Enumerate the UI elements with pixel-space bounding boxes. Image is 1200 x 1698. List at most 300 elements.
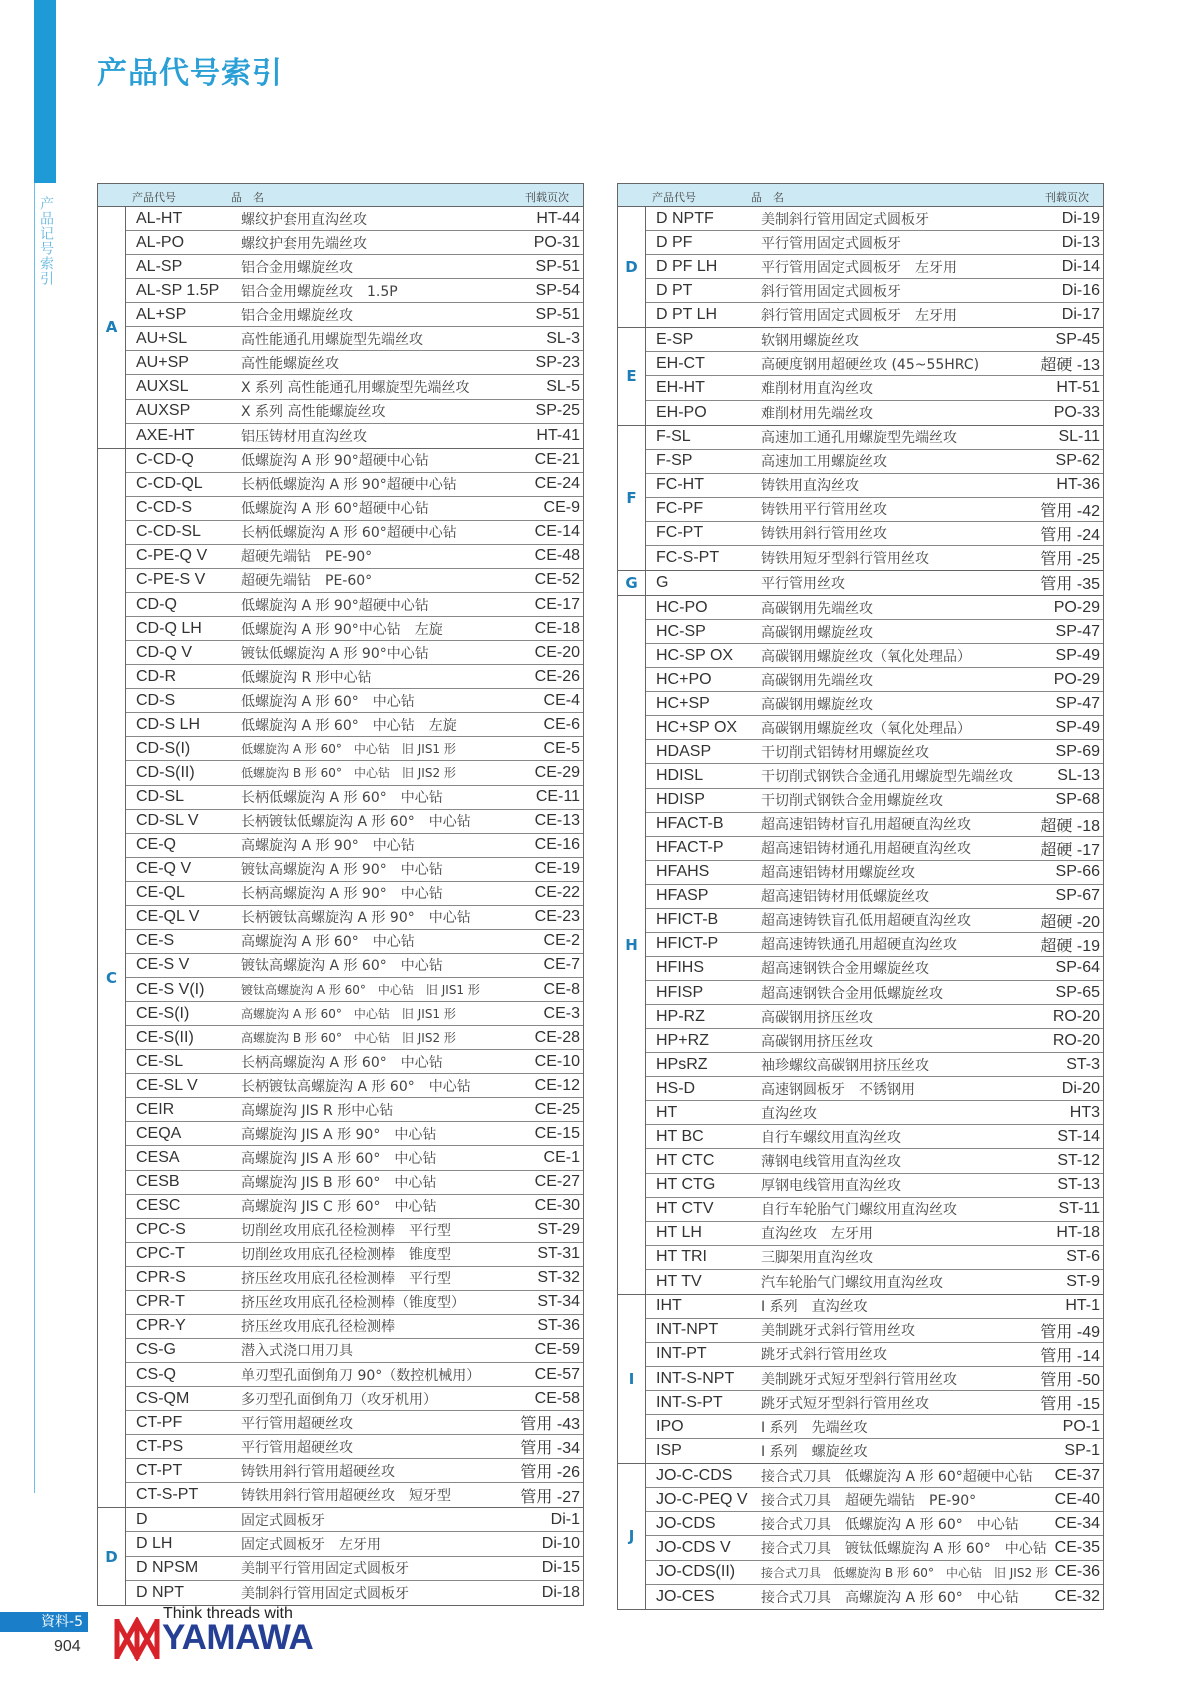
product-name: 平行管用超硬丝攻 <box>241 1439 353 1456</box>
table-row <box>646 1101 1103 1125</box>
side-accent-line <box>34 183 35 1493</box>
product-code: HFISP <box>656 983 704 1001</box>
table-row <box>126 231 583 255</box>
table-row <box>646 571 1103 595</box>
product-code: INT-PT <box>656 1345 707 1363</box>
group-letter: I <box>618 1295 646 1463</box>
page-reference: CE-28 <box>534 1028 580 1046</box>
product-code: CPR-S <box>136 1269 186 1287</box>
page-reference: ST-11 <box>1058 1200 1100 1218</box>
product-name: X 系列 高性能通孔用螺旋型先端丝攻 <box>241 379 470 396</box>
page-reference: CE-48 <box>534 547 580 565</box>
product-code: CD-SL V <box>136 812 199 830</box>
product-code: INT-S-NPT <box>656 1369 735 1387</box>
product-name: 高碳钢用挤压丝攻 <box>761 1033 873 1050</box>
group-f <box>618 426 1103 571</box>
product-name: 镀钛高螺旋沟 A 形 60° 中心钻 <box>241 958 443 975</box>
product-name: 跳牙式斜行管用丝攻 <box>761 1347 887 1364</box>
product-code: HC+PO <box>656 670 712 688</box>
product-code: HS-D <box>656 1079 696 1097</box>
page-reference: CE-19 <box>534 860 580 878</box>
product-name: 超高速铝铸材用螺旋丝攻 <box>761 865 915 882</box>
table-row <box>646 909 1103 933</box>
page-reference: SP-68 <box>1055 791 1100 809</box>
page-reference: CE-12 <box>534 1076 580 1094</box>
table-row <box>126 1122 583 1146</box>
page-reference: CE-6 <box>543 715 580 733</box>
product-code: IHT <box>656 1297 682 1315</box>
product-name: 切削丝攻用底孔径检测棒 锥度型 <box>241 1247 451 1264</box>
product-code: JO-CDS(II) <box>656 1563 736 1581</box>
page-reference: ST-31 <box>537 1245 580 1263</box>
product-code: CE-Q <box>136 836 176 854</box>
table-row <box>646 1149 1103 1173</box>
product-code: HC-PO <box>656 598 708 616</box>
table-row <box>126 882 583 906</box>
product-code: FC-HT <box>656 476 704 494</box>
page-reference: Di-17 <box>1061 306 1100 324</box>
table-row <box>126 521 583 545</box>
page-reference: 管用 -34 <box>520 1440 580 1458</box>
product-code: FC-PF <box>656 500 704 518</box>
product-name: 铝合金用螺旋丝攻 <box>241 307 353 324</box>
page-reference: 管用 -35 <box>1040 576 1100 594</box>
page-reference: CE-26 <box>534 667 580 685</box>
product-code: CEIR <box>136 1100 175 1118</box>
page-reference: SP-69 <box>1055 742 1100 760</box>
product-name: 高螺旋沟 A 形 90° 中心钻 <box>241 838 415 855</box>
product-code: HT BC <box>656 1127 704 1145</box>
product-code: D NPTF <box>656 209 714 227</box>
table-row <box>646 933 1103 957</box>
product-name: I 系列 直沟丝攻 <box>761 1299 868 1316</box>
table-row <box>126 1074 583 1098</box>
table-header <box>98 184 583 207</box>
product-code: CEQA <box>136 1124 182 1142</box>
page-reference: ST-14 <box>1057 1127 1100 1145</box>
product-name: 平行管用超硬丝攻 <box>241 1415 353 1432</box>
product-code: CE-S(I) <box>136 1004 190 1022</box>
page-reference: SP-1 <box>1064 1442 1100 1460</box>
table-row <box>126 1267 583 1291</box>
page-reference: CE-25 <box>534 1100 580 1118</box>
page-reference: Di-10 <box>541 1534 580 1552</box>
product-code: HC-SP OX <box>656 646 734 664</box>
header-code: 产品代号 <box>132 191 176 204</box>
product-code: CT-PT <box>136 1461 183 1479</box>
product-code: HT CTG <box>656 1176 716 1194</box>
product-name: 高螺旋沟 A 形 60° 中心钻 旧 JIS1 形 <box>241 1007 456 1022</box>
page-reference: ST-12 <box>1057 1151 1100 1169</box>
table-row <box>646 279 1103 303</box>
product-name: 镀钛高螺旋沟 A 形 60° 中心钻 旧 JIS1 形 <box>241 983 480 998</box>
product-name: 难削材用直沟丝攻 <box>761 380 873 397</box>
table-row <box>126 713 583 737</box>
table-row <box>646 692 1103 716</box>
product-code: HFAHS <box>656 863 710 881</box>
group-i <box>618 1295 1103 1464</box>
page-reference: HT-41 <box>536 426 580 444</box>
product-name: 高螺旋沟 JIS B 形 60° 中心钻 <box>241 1175 437 1192</box>
table-row <box>646 1222 1103 1246</box>
product-code: CD-S LH <box>136 715 201 733</box>
product-code: CT-PF <box>136 1413 183 1431</box>
table-row <box>126 279 583 303</box>
product-code: CD-Q LH <box>136 619 202 637</box>
product-code: INT-NPT <box>656 1321 719 1339</box>
page-reference: ST-32 <box>537 1269 580 1287</box>
page-reference: CE-4 <box>543 691 580 709</box>
product-code: HC+SP <box>656 694 710 712</box>
product-code: JO-CDS <box>656 1514 716 1532</box>
page-reference: 管用 -15 <box>1040 1396 1100 1414</box>
page-reference: CE-1 <box>543 1148 580 1166</box>
page-reference: CE-34 <box>1054 1514 1100 1532</box>
group-letter: F <box>618 426 646 570</box>
product-name: 超高速铝铸材通孔用超硬直沟丝攻 <box>761 841 971 858</box>
product-name: 干切削式铝铸材用螺旋丝攻 <box>761 744 929 761</box>
product-name: 高螺旋沟 A 形 60° 中心钻 <box>241 934 415 951</box>
product-name: 长柄低螺旋沟 A 形 90°超硬中心钻 <box>241 477 457 494</box>
page-reference: CE-3 <box>543 1004 580 1022</box>
logo-brand: YAMAWA <box>162 1618 314 1657</box>
table-row <box>126 473 583 497</box>
product-code: AU+SP <box>136 353 189 371</box>
product-code: HT LH <box>656 1224 702 1242</box>
product-code: CE-S V <box>136 956 190 974</box>
product-code: HDISL <box>656 766 704 784</box>
product-code: D <box>136 1510 148 1528</box>
page-reference: PO-29 <box>1053 598 1100 616</box>
page-reference: SL-3 <box>546 329 580 347</box>
table-row <box>126 1508 583 1532</box>
product-code: CPR-Y <box>136 1317 186 1335</box>
page-reference: ST-6 <box>1066 1248 1100 1266</box>
table-row <box>646 716 1103 740</box>
table-row <box>646 1585 1103 1609</box>
table-row <box>126 617 583 641</box>
page-reference: SP-62 <box>1055 452 1100 470</box>
page-reference: SP-66 <box>1055 863 1100 881</box>
product-name: 超高速铸铁盲孔低用超硬直沟丝攻 <box>761 913 971 930</box>
page-reference: 管用 -14 <box>1040 1347 1100 1365</box>
page-reference: CE-15 <box>534 1124 580 1142</box>
page-reference: PO-31 <box>533 233 580 251</box>
table-row <box>646 522 1103 546</box>
table-row <box>126 834 583 858</box>
product-code: EH-CT <box>656 354 705 372</box>
page-reference: Di-18 <box>541 1583 580 1601</box>
product-name: 接合式刀具 低螺旋沟 A 形 60° 中心钻 <box>761 1516 1019 1533</box>
product-name: 高速加工通孔用螺旋型先端丝攻 <box>761 430 957 447</box>
product-code: AL-SP <box>136 257 183 275</box>
product-name: 平行管用固定式圆板牙 左牙用 <box>761 259 957 276</box>
page-reference: SP-51 <box>535 305 580 323</box>
product-name: 多刃型孔面倒角刀（攻牙机用） <box>241 1391 437 1408</box>
table-row <box>126 858 583 882</box>
table-row <box>126 1219 583 1243</box>
product-name: 镀钛低螺旋沟 A 形 90°中心钻 <box>241 645 429 662</box>
product-code: CE-QL V <box>136 908 200 926</box>
table-row <box>646 1488 1103 1512</box>
product-name: 高速钢圆板牙 不锈钢用 <box>761 1081 915 1098</box>
table-row <box>646 1439 1103 1463</box>
product-code: CE-S V(I) <box>136 980 205 998</box>
product-code: HFACT-P <box>656 839 724 857</box>
product-name: 三脚架用直沟丝攻 <box>761 1250 873 1267</box>
product-code: EH-PO <box>656 403 707 421</box>
product-name: 长柄低螺旋沟 A 形 60° 中心钻 <box>241 790 443 807</box>
table-row <box>646 1367 1103 1391</box>
page-reference: 超硬 -18 <box>1040 817 1100 835</box>
table-row <box>126 810 583 834</box>
page-reference: CE-8 <box>543 980 580 998</box>
product-code: AL-SP 1.5P <box>136 281 220 299</box>
product-name: 长柄镀钛高螺旋沟 A 形 60° 中心钻 <box>241 1078 471 1095</box>
table-row <box>646 426 1103 450</box>
table-row <box>646 303 1103 327</box>
table-row <box>126 930 583 954</box>
group-letter: D <box>618 207 646 327</box>
product-code: CD-S(I) <box>136 739 191 757</box>
product-code: IPO <box>656 1417 684 1435</box>
page-reference: CE-9 <box>543 499 580 517</box>
product-code: FC-S-PT <box>656 548 720 566</box>
product-name: 挤压丝攻用底孔径检测棒 平行型 <box>241 1271 451 1288</box>
table-row <box>126 255 583 279</box>
table-row <box>646 1295 1103 1319</box>
table-row <box>646 813 1103 837</box>
product-name: 高碳钢用螺旋丝攻（氧化处理品） <box>761 648 971 665</box>
product-name: 固定式圆板牙 <box>241 1512 325 1529</box>
product-name: 高螺旋沟 JIS R 形中心钻 <box>241 1102 394 1119</box>
page-reference: CE-35 <box>1054 1538 1100 1556</box>
product-code: ISP <box>656 1442 682 1460</box>
header-page: 刊载页次 <box>1045 191 1089 204</box>
index-table-left <box>97 183 584 1606</box>
product-code: AL-HT <box>136 209 183 227</box>
page-reference: CE-30 <box>534 1197 580 1215</box>
table-row <box>646 1270 1103 1294</box>
product-name: 袖珍螺纹高碳钢用挤压丝攻 <box>761 1057 929 1074</box>
group-letter: E <box>618 328 646 424</box>
table-row <box>646 1125 1103 1149</box>
page-reference: 超硬 -19 <box>1040 937 1100 955</box>
header-page: 刊载页次 <box>525 191 569 204</box>
table-row <box>126 786 583 810</box>
product-code: HP+RZ <box>656 1031 709 1049</box>
table-row <box>646 1174 1103 1198</box>
table-row <box>646 1391 1103 1415</box>
product-code: HFACT-B <box>656 815 724 833</box>
product-code: C-CD-QL <box>136 475 203 493</box>
table-row <box>646 789 1103 813</box>
product-code: E-SP <box>656 330 694 348</box>
product-name: 铸铁用斜行管用丝攻 <box>761 526 887 543</box>
product-name: 潜入式浇口用刀具 <box>241 1343 353 1360</box>
product-name: 高螺旋沟 JIS C 形 60° 中心钻 <box>241 1199 437 1216</box>
product-name: 镀钛高螺旋沟 A 形 90° 中心钻 <box>241 862 443 879</box>
page-reference: CE-5 <box>543 739 580 757</box>
product-code: JO-C-CDS <box>656 1466 733 1484</box>
table-row <box>126 665 583 689</box>
table-row <box>126 1195 583 1219</box>
page-reference: PO-33 <box>1053 403 1100 421</box>
product-name: I 系列 螺旋丝攻 <box>761 1444 868 1461</box>
product-name: 接合式刀具 低螺旋沟 A 形 60°超硬中心钻 <box>761 1468 1033 1485</box>
product-name: 接合式刀具 超硬先端钻 PE-90° <box>761 1492 977 1509</box>
page-reference: ST-29 <box>537 1221 580 1239</box>
product-code: CD-R <box>136 667 176 685</box>
product-code: CD-Q V <box>136 643 192 661</box>
product-code: HDASP <box>656 742 712 760</box>
product-name: I 系列 先端丝攻 <box>761 1419 868 1436</box>
page-reference: HT-51 <box>1056 378 1100 396</box>
product-code: C-CD-SL <box>136 523 201 541</box>
page-reference: 管用 -27 <box>520 1488 580 1506</box>
page-reference: CE-11 <box>535 788 580 806</box>
table-row <box>126 1557 583 1581</box>
table-row <box>126 545 583 569</box>
header-name: 品 名 <box>231 191 264 204</box>
table-row <box>126 593 583 617</box>
page-reference: SP-49 <box>1055 646 1100 664</box>
product-name: 单刃型孔面倒角刀 90°（数控机械用） <box>241 1367 481 1384</box>
product-name: 铝压铸材用直沟丝攻 <box>241 428 367 445</box>
table-row <box>646 1319 1103 1343</box>
product-code: CESC <box>136 1197 181 1215</box>
table-row <box>126 1435 583 1459</box>
page-reference: Di-15 <box>541 1559 580 1577</box>
product-code: AUXSL <box>136 377 189 395</box>
product-code: HT <box>656 1103 678 1121</box>
group-h <box>618 596 1103 1295</box>
product-name: 厚钢电线管用直沟丝攻 <box>761 1178 901 1195</box>
product-code: F-SL <box>656 428 691 446</box>
product-code: HT TV <box>656 1272 702 1290</box>
product-name: 美制斜行管用固定式圆板牙 <box>761 211 929 228</box>
product-code: HPsRZ <box>656 1055 708 1073</box>
product-code: F-SP <box>656 452 693 470</box>
product-name: 螺纹护套用先端丝攻 <box>241 235 367 252</box>
product-code: HFIHS <box>656 959 704 977</box>
table-row <box>646 1198 1103 1222</box>
product-code: CPC-T <box>136 1245 185 1263</box>
product-name: 低螺旋沟 A 形 90°超硬中心钻 <box>241 453 429 470</box>
product-code: AXE-HT <box>136 426 195 444</box>
page-reference: HT-1 <box>1065 1297 1100 1315</box>
table-row <box>646 207 1103 231</box>
product-code: CS-G <box>136 1341 176 1359</box>
product-name: 超硬先端钻 PE-60° <box>241 573 373 590</box>
product-code: D NPT <box>136 1583 184 1601</box>
table-row <box>646 498 1103 522</box>
table-row <box>126 400 583 424</box>
product-name: 铸铁用斜行管用超硬丝攻 <box>241 1463 395 1480</box>
table-row <box>126 1459 583 1483</box>
group-j <box>618 1464 1103 1608</box>
page-reference: CE-23 <box>534 908 580 926</box>
group-g <box>618 571 1103 596</box>
page-reference: CE-29 <box>534 763 580 781</box>
table-row <box>126 1050 583 1074</box>
page-reference: SP-51 <box>535 257 580 275</box>
product-name: 高碳钢用先端丝攻 <box>761 600 873 617</box>
page-reference: Di-20 <box>1061 1079 1100 1097</box>
product-code: HC+SP OX <box>656 718 738 736</box>
logo-tagline: Think threads with <box>163 1605 293 1622</box>
product-code: D LH <box>136 1534 173 1552</box>
product-code: CD-SL <box>136 788 185 806</box>
group-d <box>98 1508 583 1604</box>
product-code: HDISP <box>656 791 705 809</box>
page-reference: CE-32 <box>1054 1587 1100 1605</box>
page-reference: SP-67 <box>1055 887 1100 905</box>
table-row <box>126 1098 583 1122</box>
table-row <box>646 957 1103 981</box>
page-reference: RO-20 <box>1052 1007 1100 1025</box>
table-row <box>126 689 583 713</box>
product-code: AL-PO <box>136 233 185 251</box>
page-reference: CE-7 <box>543 956 580 974</box>
product-code: HT CTV <box>656 1200 714 1218</box>
table-row <box>126 497 583 521</box>
product-name: 干切削式钢铁合金通孔用螺旋型先端丝攻 <box>761 768 1013 785</box>
page-reference: SP-64 <box>1055 959 1100 977</box>
product-name: 低螺旋沟 A 形 90°超硬中心钻 <box>241 597 429 614</box>
table-row <box>646 1464 1103 1488</box>
product-name: 高碳钢用螺旋丝攻（氧化处理品） <box>761 720 971 737</box>
product-name: 高性能螺旋丝攻 <box>241 355 339 372</box>
product-name: 低螺旋沟 B 形 60° 中心钻 旧 JIS2 形 <box>241 766 456 781</box>
product-name: 超高速铝铸材用低螺旋丝攻 <box>761 889 929 906</box>
product-name: 斜行管用固定式圆板牙 <box>761 283 901 300</box>
table-row <box>126 327 583 351</box>
table-row <box>126 1171 583 1195</box>
product-name: 高螺旋沟 JIS A 形 60° 中心钻 <box>241 1150 437 1167</box>
page-reference: 管用 -50 <box>1040 1372 1100 1390</box>
table-row <box>126 641 583 665</box>
product-name: 干切削式钢铁合金用螺旋丝攻 <box>761 793 943 810</box>
product-code: EH-HT <box>656 378 705 396</box>
table-body <box>98 207 583 1605</box>
page-reference: CE-16 <box>534 836 580 854</box>
product-name: X 系列 高性能螺旋丝攻 <box>241 404 386 421</box>
table-row <box>646 861 1103 885</box>
table-row <box>646 764 1103 788</box>
product-code: HP-RZ <box>656 1007 705 1025</box>
product-code: CESB <box>136 1173 180 1191</box>
page-reference: 超硬 -20 <box>1040 913 1100 931</box>
table-row <box>126 906 583 930</box>
table-row <box>126 569 583 593</box>
product-name: 斜行管用固定式圆板牙 左牙用 <box>761 308 957 325</box>
table-row <box>126 1339 583 1363</box>
product-name: 难削材用先端丝攻 <box>761 405 873 422</box>
table-row <box>646 1005 1103 1029</box>
product-name: 美制平行管用固定式圆板牙 <box>241 1561 409 1578</box>
product-code: CD-S <box>136 691 176 709</box>
product-name: 高碳钢用螺旋丝攻 <box>761 624 873 641</box>
table-row <box>646 1053 1103 1077</box>
product-code: AUXSP <box>136 402 191 420</box>
product-name: 铝合金用螺旋丝攻 1.5P <box>241 283 398 300</box>
product-name: 美制斜行管用固定式圆板牙 <box>241 1585 409 1602</box>
product-code: AU+SL <box>136 329 188 347</box>
table-row <box>646 255 1103 279</box>
product-code: D PT <box>656 281 693 299</box>
page-reference: SL-11 <box>1058 428 1100 446</box>
